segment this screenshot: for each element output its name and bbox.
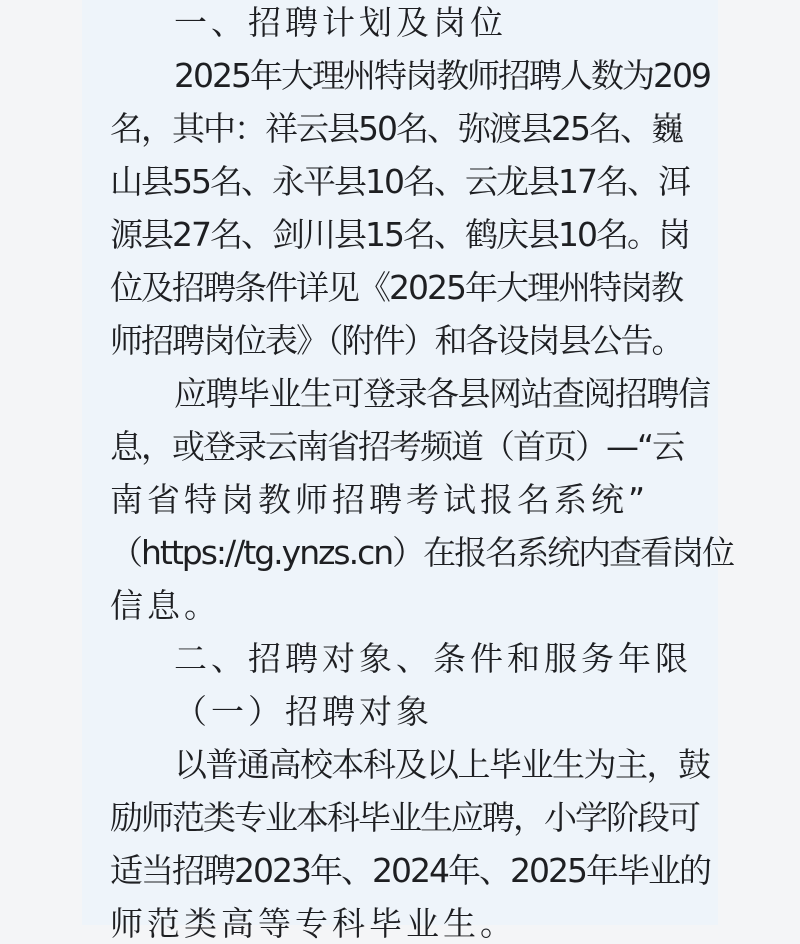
paragraph-line: 适当招聘2023年、2024年、2025年毕业的 <box>110 851 710 890</box>
section-heading-eligibility: 二、招聘对象、条件和服务年限 <box>174 639 692 678</box>
paragraph-line: 山县55名、永平县10名、云龙县17名、洱 <box>110 162 689 201</box>
paragraph-line: 南省特岗教师招聘考试报名系统” <box>110 480 650 519</box>
document-page <box>82 0 734 943</box>
paragraph-line: 以普通高校本科及以上毕业生为主，鼓 <box>174 745 710 784</box>
paragraph-line: 2025年大理州特岗教师招聘人数为209 <box>174 56 710 95</box>
paragraph-line: 师招聘岗位表》（附件）和各设岗县公告。 <box>110 321 683 360</box>
paragraph-line: 应聘毕业生可登录各县网站查阅招聘信 <box>174 374 710 413</box>
section-heading-plan: 一、招聘计划及岗位 <box>174 3 507 42</box>
paragraph-line-url: （https://tg.ynzs.cn）在报名系统内查看岗位 <box>110 533 734 572</box>
paragraph-line: 师范类高等专科毕业生。 <box>110 904 517 943</box>
subsection-heading-targets: （一）招聘对象 <box>174 692 433 731</box>
paragraph-line: 息，或登录云南省招考频道（首页）—“云 <box>110 427 684 466</box>
paragraph-line: 位及招聘条件详见《2025年大理州特岗教 <box>110 268 682 307</box>
paragraph-line: 名，其中：祥云县50名、弥渡县25名、巍 <box>110 109 682 148</box>
paragraph-line: 励师范类专业本科毕业生应聘，小学阶段可 <box>110 798 699 837</box>
paragraph-line: 源县27名、剑川县15名、鹤庆县10名。岗 <box>110 215 689 254</box>
paragraph-line: 信息。 <box>110 586 221 625</box>
